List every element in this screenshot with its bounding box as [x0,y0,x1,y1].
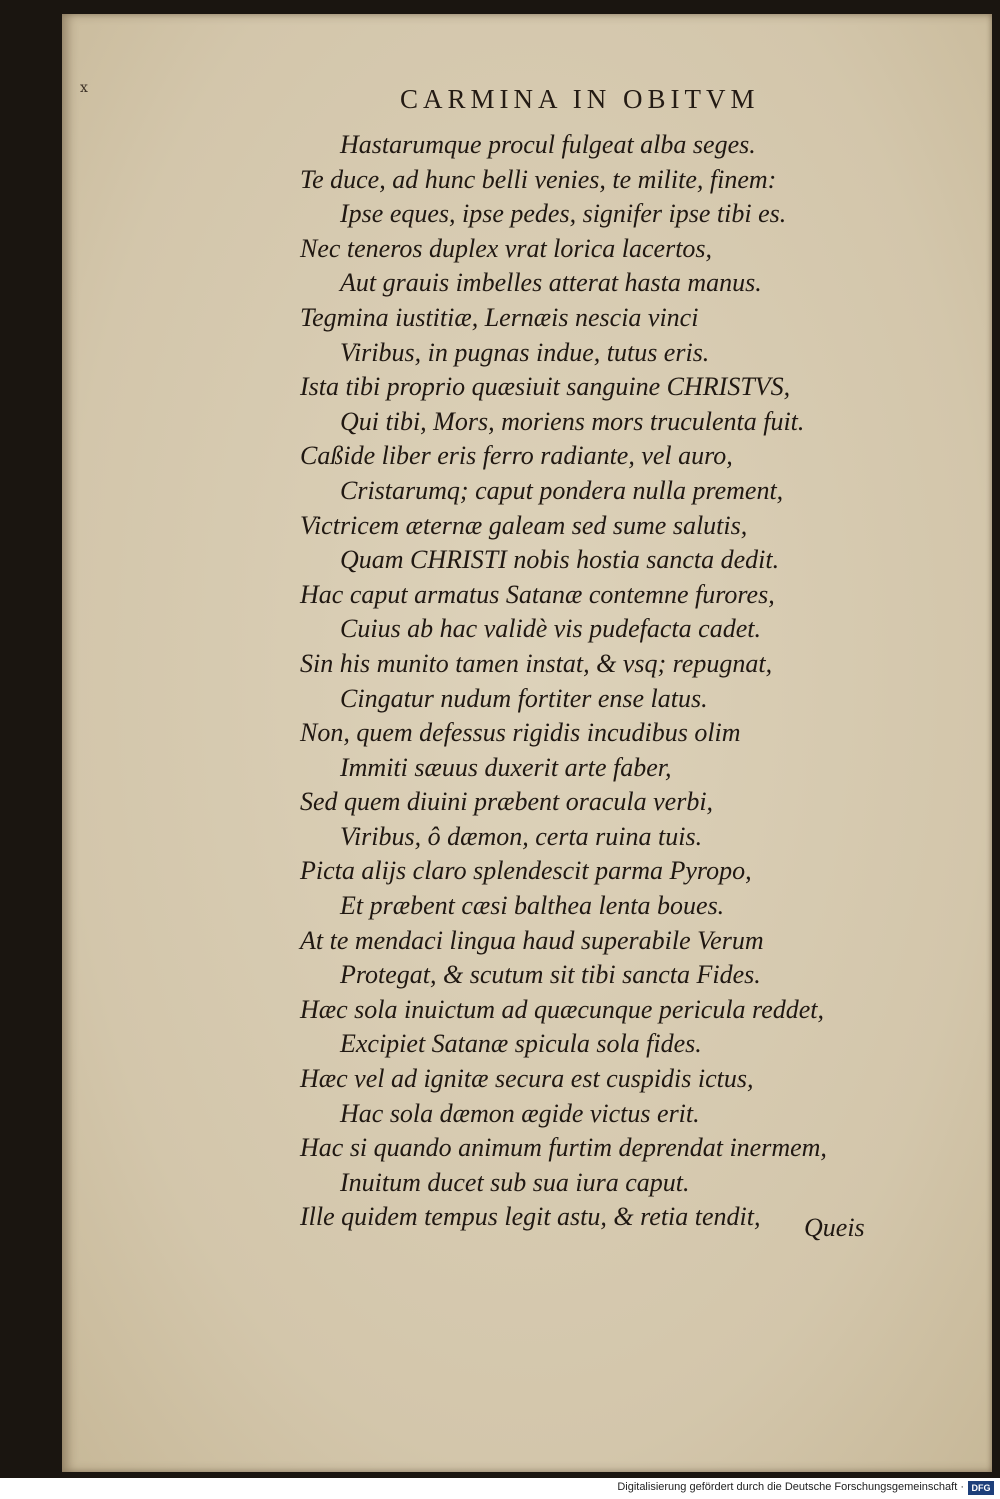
verse-line: Ille quidem tempus legit astu, & retia tendit, [300,1202,761,1232]
verse-line: Hac sola dæmon ægide victus erit. [340,1098,700,1128]
catchword: Queis [804,1213,865,1242]
verse-line: Cuius ab hac validè vis pudefacta cadet. [340,614,761,644]
gutter-mark: x [80,80,88,96]
dfg-logo: DFG [968,1481,994,1495]
verse-line: Hac si quando animum furtim deprendat inermem, [300,1133,827,1163]
verse-line: Non, quem defessus rigidis incudibus olim [300,718,741,748]
verse-line: Hastarumque procul fulgeat alba seges. [340,130,756,159]
funding-credit: Digitalisierung gefördert durch die Deutsche Forschungsgemeinschaft · [617,1481,964,1493]
verse-line: Ista tibi proprio quæsiuit sanguine CHRISTVS, [300,372,791,402]
verse-line: Caßide liber eris ferro radiante, vel auro, [300,441,733,471]
verse-line: Picta alijs claro splendescit parma Pyropo, [300,856,752,886]
footer-bar [0,1478,1000,1499]
verse-line: Tegmina iustitiæ, Lernæis nescia vinci [300,302,699,332]
verse-line: At te mendaci lingua haud superabile Verum [300,925,764,955]
verse-line: Cristarumq; caput pondera nulla prement, [340,475,784,505]
verse-line: Protegat, & scutum sit tibi sancta Fides. [340,960,761,990]
verse-line: Victricem æternæ galeam sed sume salutis, [300,510,748,540]
verse-line: Hac caput armatus Satanæ contemne furores, [300,579,775,609]
verse-line: Nec teneros duplex vrat lorica lacertos, [300,233,713,263]
verse-line: Sed quem diuini præbent oracula verbi, [300,787,714,817]
verse-line: Sin his munito tamen instat, & vsq; repugnat, [300,648,773,678]
verse-line: Et præbent cæsi balthea lenta boues. [340,891,725,921]
verse-line: Te duce, ad hunc belli venies, te milite, finem: [300,164,777,194]
verse-line: Viribus, ô dæmon, certa ruina tuis. [340,821,703,851]
verse-line: Cingatur nudum fortiter ense latus. [340,683,708,713]
verse-line: Inuitum ducet sub sua iura caput. [340,1167,690,1197]
verse-line: Quam CHRISTI nobis hostia sancta dedit. [340,545,780,575]
verse-line: Viribus, in pugnas indue, tutus eris. [340,337,710,367]
verse-line: Qui tibi, Mors, moriens mors truculenta fuit. [340,406,805,436]
poem-text [300,128,960,1235]
verse-line: Hæc vel ad ignitæ secura est cuspidis ictus, [300,1064,754,1094]
verse-line: Excipiet Satanæ spicula sola fides. [340,1029,702,1059]
verse-line: Ipse eques, ipse pedes, signifer ipse tibi es. [340,199,787,229]
verse-line: Immiti sæuus duxerit arte faber, [340,752,672,782]
verse-line: Hæc sola inuictum ad quæcunque pericula reddet, [300,994,825,1024]
running-head: CARMINA IN OBITVM [400,84,760,114]
verse-line: Aut grauis imbelles atterat hasta manus. [340,268,762,298]
